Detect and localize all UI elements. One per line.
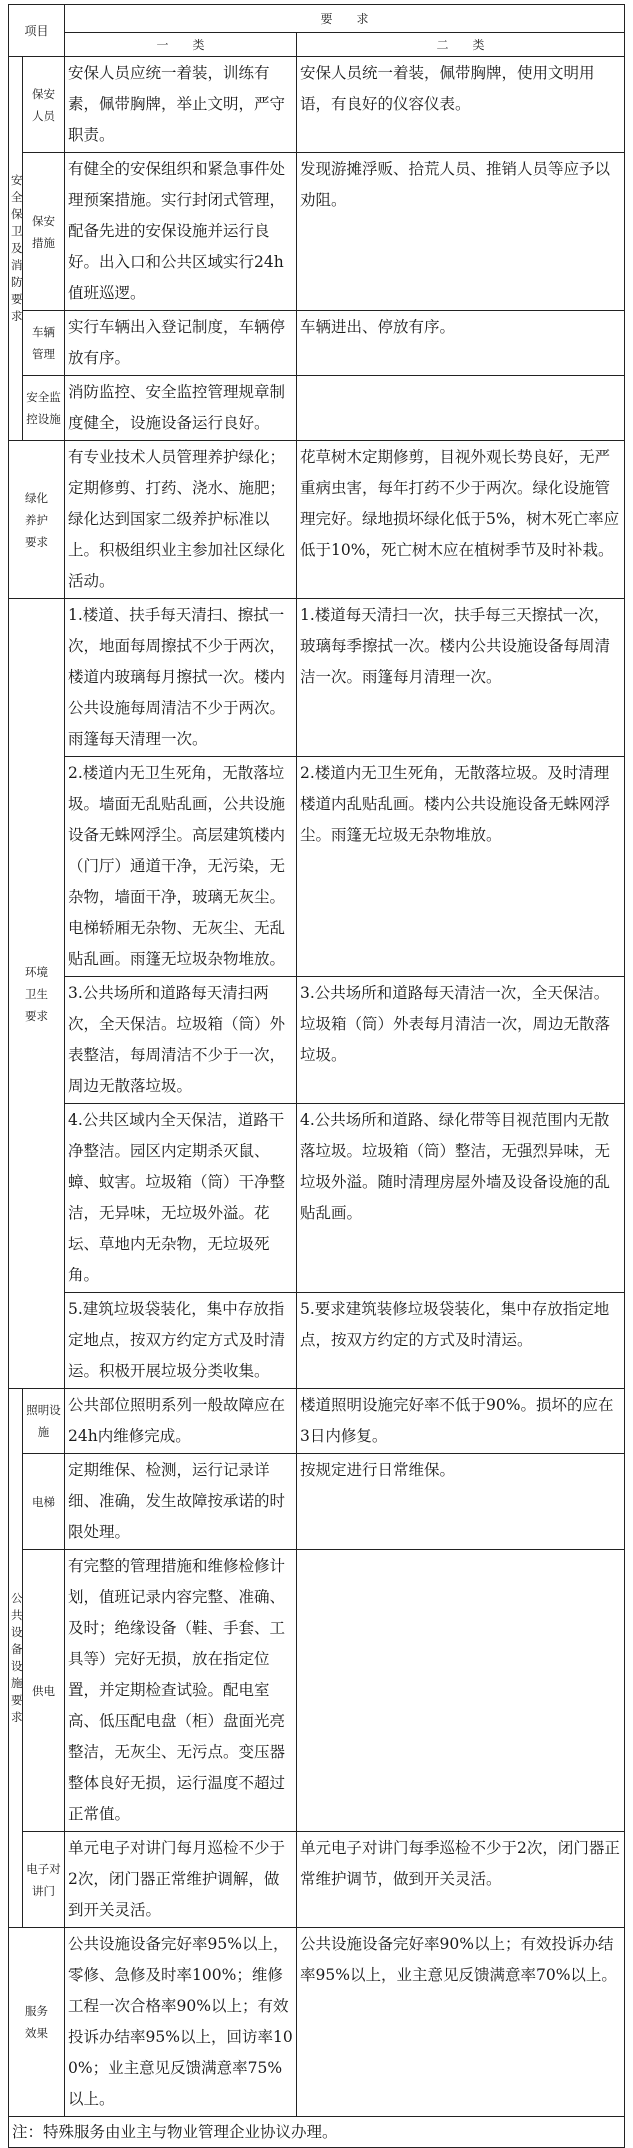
class2-cell: 楼道照明设施完好率不低于90%。损坏的应在3日内修复。 — [297, 1389, 625, 1454]
requirements-header: 要 求 — [65, 5, 625, 33]
row-label: 供电 — [23, 1550, 65, 1832]
row-label: 电子对 讲门 — [23, 1832, 65, 1928]
table-row — [9, 311, 625, 376]
class2-cell: 1.楼道每天清扫一次，扶手每三天擦拭一次，玻璃每季擦拭一次。楼内公共设施设备每周清洁一次。雨篷每月清理一次。 — [297, 599, 625, 757]
row-label: 电梯 — [23, 1454, 65, 1550]
table-row — [9, 1104, 625, 1293]
class2-cell: 发现游摊浮贩、拾荒人员、推销人员等应予以劝阻。 — [297, 153, 625, 311]
class2-header: 二 类 — [297, 33, 625, 57]
table-row — [9, 57, 625, 153]
class1-cell: 单元电子对讲门每月巡检不少于2次，闭门器正常维护调解，做到开关灵活。 — [65, 1832, 297, 1928]
class1-cell: 4.公共区域内全天保洁，道路干净整洁。园区内定期杀灭鼠、蟑、蚊害。垃圾箱（筒）干净整洁，无异味，无垃圾外溢。花坛、草地内无杂物，无垃圾死角。 — [65, 1104, 297, 1293]
class1-cell: 公共部位照明系列一般故障应在24h内维修完成。 — [65, 1389, 297, 1454]
note-row — [9, 2117, 625, 2148]
table-row — [9, 977, 625, 1104]
table-row — [9, 1389, 625, 1454]
class2-cell: 公共设施设备完好率90%以上；有效投诉办结率95%以上，业主意见反馈满意率70%以上。 — [297, 1928, 625, 2117]
class2-cell: 花草树木定期修剪，目视外观长势良好，无严重病虫害，每年打药不少于两次。绿化设施管理完好。绿地损坏绿化低于5%，树木死亡率应低于10%，死亡树木应在植树季节及时补栽。 — [297, 441, 625, 599]
service-section-label: 服务 效果 — [9, 1928, 65, 2117]
class2-cell: 安保人员统一着装，佩带胸牌，使用文明用语，有良好的仪容仪表。 — [297, 57, 625, 153]
service-standard-table — [8, 4, 625, 2148]
class1-cell: 1.楼道、扶手每天清扫、擦拭一次，地面每周擦拭不少于两次，楼道内玻璃每月擦拭一次。楼内公共设施每周清洁不少于两次。雨篷每天清理一次。 — [65, 599, 297, 757]
class2-cell: 车辆进出、停放有序。 — [297, 311, 625, 376]
class2-cell: 2.楼道内无卫生死角，无散落垃圾。及时清理楼道内乱贴乱画。楼内公共设施设备无蛛网浮尘。雨篷无垃圾无杂物堆放。 — [297, 757, 625, 977]
table-row — [9, 757, 625, 977]
table-row — [9, 599, 625, 757]
facilities-section-label: 公 共 设 备 设 施 要 求 — [9, 1389, 23, 1928]
footnote: 注：特殊服务由业主与物业管理企业协议办理。 — [9, 2117, 625, 2148]
row-label: 车辆 管理 — [23, 311, 65, 376]
table-row — [9, 153, 625, 311]
class1-cell: 2.楼道内无卫生死角，无散落垃圾。墙面无乱贴乱画，公共设施设备无蛛网浮尘。高层建筑楼内（门厅）通道干净，无污染，无杂物，墙面干净，玻璃无灰尘。电梯轿厢无杂物、无灰尘、无乱贴乱画。雨篷无垃圾杂物堆放。 — [65, 757, 297, 977]
class2-cell — [297, 376, 625, 441]
class2-cell: 5.要求建筑装修垃圾袋装化，集中存放指定地点，按双方约定的方式及时清运。 — [297, 1293, 625, 1389]
row-label: 保安 措施 — [23, 153, 65, 311]
class1-cell: 有专业技术人员管理养护绿化；定期修剪、打药、浇水、施肥；绿化达到国家二级养护标准以上。积极组织业主参加社区绿化活动。 — [65, 441, 297, 599]
class1-cell: 安保人员应统一着装，训练有素，佩带胸牌，举止文明，严守职责。 — [65, 57, 297, 153]
row-label: 照明设 施 — [23, 1389, 65, 1454]
class2-cell: 单元电子对讲门每季巡检不少于2次，闭门器正常维护调节，做到开关灵活。 — [297, 1832, 625, 1928]
row-label: 安全监 控设施 — [23, 376, 65, 441]
class1-cell: 消防监控、安全监控管理规章制度健全，设施设备运行良好。 — [65, 376, 297, 441]
table-row — [9, 441, 625, 599]
class1-header: 一 类 — [65, 33, 297, 57]
table-row — [9, 1550, 625, 1832]
class2-cell — [297, 1550, 625, 1832]
class1-cell: 有健全的安保组织和紧急事件处理预案措施。实行封闭式管理，配备先进的安保设施并运行良好。出入口和公共区域实行24h值班巡逻。 — [65, 153, 297, 311]
class1-cell: 有完整的管理措施和维修检修计划，值班记录内容完整、准确、及时；绝缘设备（鞋、手套、工具等）完好无损，放在指定位置，并定期检查试验。配电室高、低压配电盘（柜）盘面光亮整洁，无灰尘、无污点。变压器整体良好无损，运行温度不超过正常值。 — [65, 1550, 297, 1832]
class2-cell: 3.公共场所和道路每天清洁一次，全天保洁。垃圾箱（筒）外表每月清洁一次，周边无散落垃圾。 — [297, 977, 625, 1104]
class2-cell: 按规定进行日常维保。 — [297, 1454, 625, 1550]
class-header-row — [9, 33, 625, 57]
class1-cell: 定期维保、检测，运行记录详细、准确，发生故障按承诺的时限处理。 — [65, 1454, 297, 1550]
table-row — [9, 376, 625, 441]
header-row — [9, 5, 625, 33]
greening-section-label: 绿化 养护 要求 — [9, 441, 65, 599]
security-section-label: 安 全 保 卫 及 消 防 要 求 — [9, 57, 23, 441]
class2-cell: 4.公共场所和道路、绿化带等目视范围内无散落垃圾。垃圾箱（筒）整洁，无强烈异味，无垃圾外溢。随时清理房屋外墙及设备设施的乱贴乱画。 — [297, 1104, 625, 1293]
class1-cell: 实行车辆出入登记制度，车辆停放有序。 — [65, 311, 297, 376]
table-row — [9, 1928, 625, 2117]
table-row — [9, 1454, 625, 1550]
sanitation-section-label: 环境 卫生 要求 — [9, 599, 65, 1389]
class1-cell: 公共设施设备完好率95%以上，零修、急修及时率100%；维修工程一次合格率90%以上；有效投诉办结率95%以上，回访率100%；业主意见反馈满意率75%以上。 — [65, 1928, 297, 2117]
class1-cell: 3.公共场所和道路每天清扫两次，全天保洁。垃圾箱（筒）外表整洁，每周清洁不少于一次，周边无散落垃圾。 — [65, 977, 297, 1104]
table-row — [9, 1293, 625, 1389]
row-label: 保安 人员 — [23, 57, 65, 153]
class1-cell: 5.建筑垃圾袋装化，集中存放指定地点，按双方约定方式及时清运。积极开展垃圾分类收集。 — [65, 1293, 297, 1389]
item-header: 项目 — [9, 5, 65, 57]
